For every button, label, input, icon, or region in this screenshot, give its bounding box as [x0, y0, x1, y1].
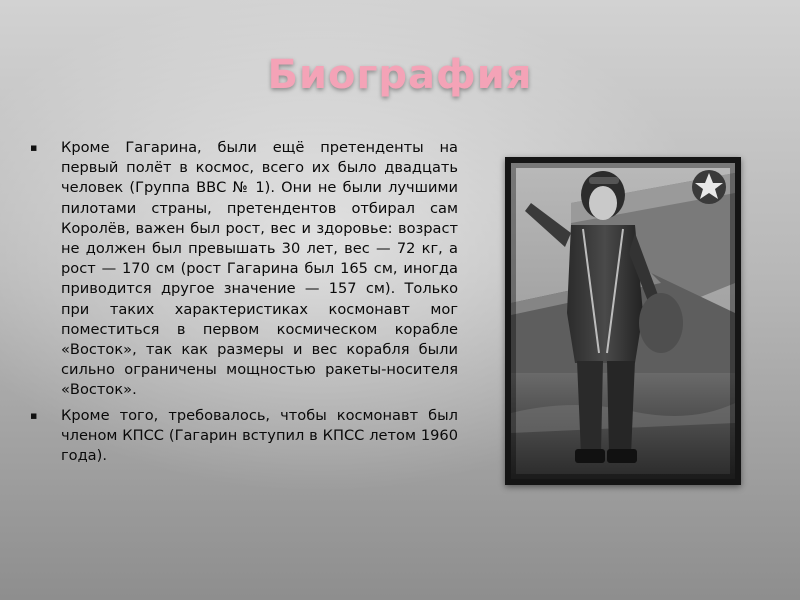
- bullet-marker-icon: ▪: [30, 141, 38, 154]
- bullet-text: Кроме Гагарина, были ещё претенденты на первый полёт в космос, всего их было двадцать человек (Группа ВВС № 1). Они не были лучшими пилотами страны, претендентов отбирал сам Королёв, важен был рост, вес и здоровье: возраст не должен был превышать 30 лет, вес — 72 кг, а рост — 170 см (рост Гагарина был 165 см, иногда приводится другое значение — 157 см). Только при таких характеристиках космонавт мог поместиться в первом космическом корабле «Восток», так как размеры и вес корабля были сильно ограничены мощностью ракеты-носителя «Восток».: [61, 139, 458, 399]
- bullet-item: [28, 138, 458, 401]
- bullet-text: Кроме того, требовалось, чтобы космонавт был членом КПСС (Гагарин вступил в КПСС летом 1960 года).: [61, 406, 458, 465]
- bullet-item: [28, 406, 458, 467]
- pilot-photo-illustration: [511, 163, 735, 479]
- star-emblem-icon: [692, 170, 726, 204]
- photo-frame: [505, 157, 741, 485]
- pilot-photo: [511, 163, 735, 479]
- slide-title: Биография: [267, 52, 533, 98]
- bullet-list: [28, 138, 458, 471]
- bullet-marker-icon: ▪: [30, 408, 38, 422]
